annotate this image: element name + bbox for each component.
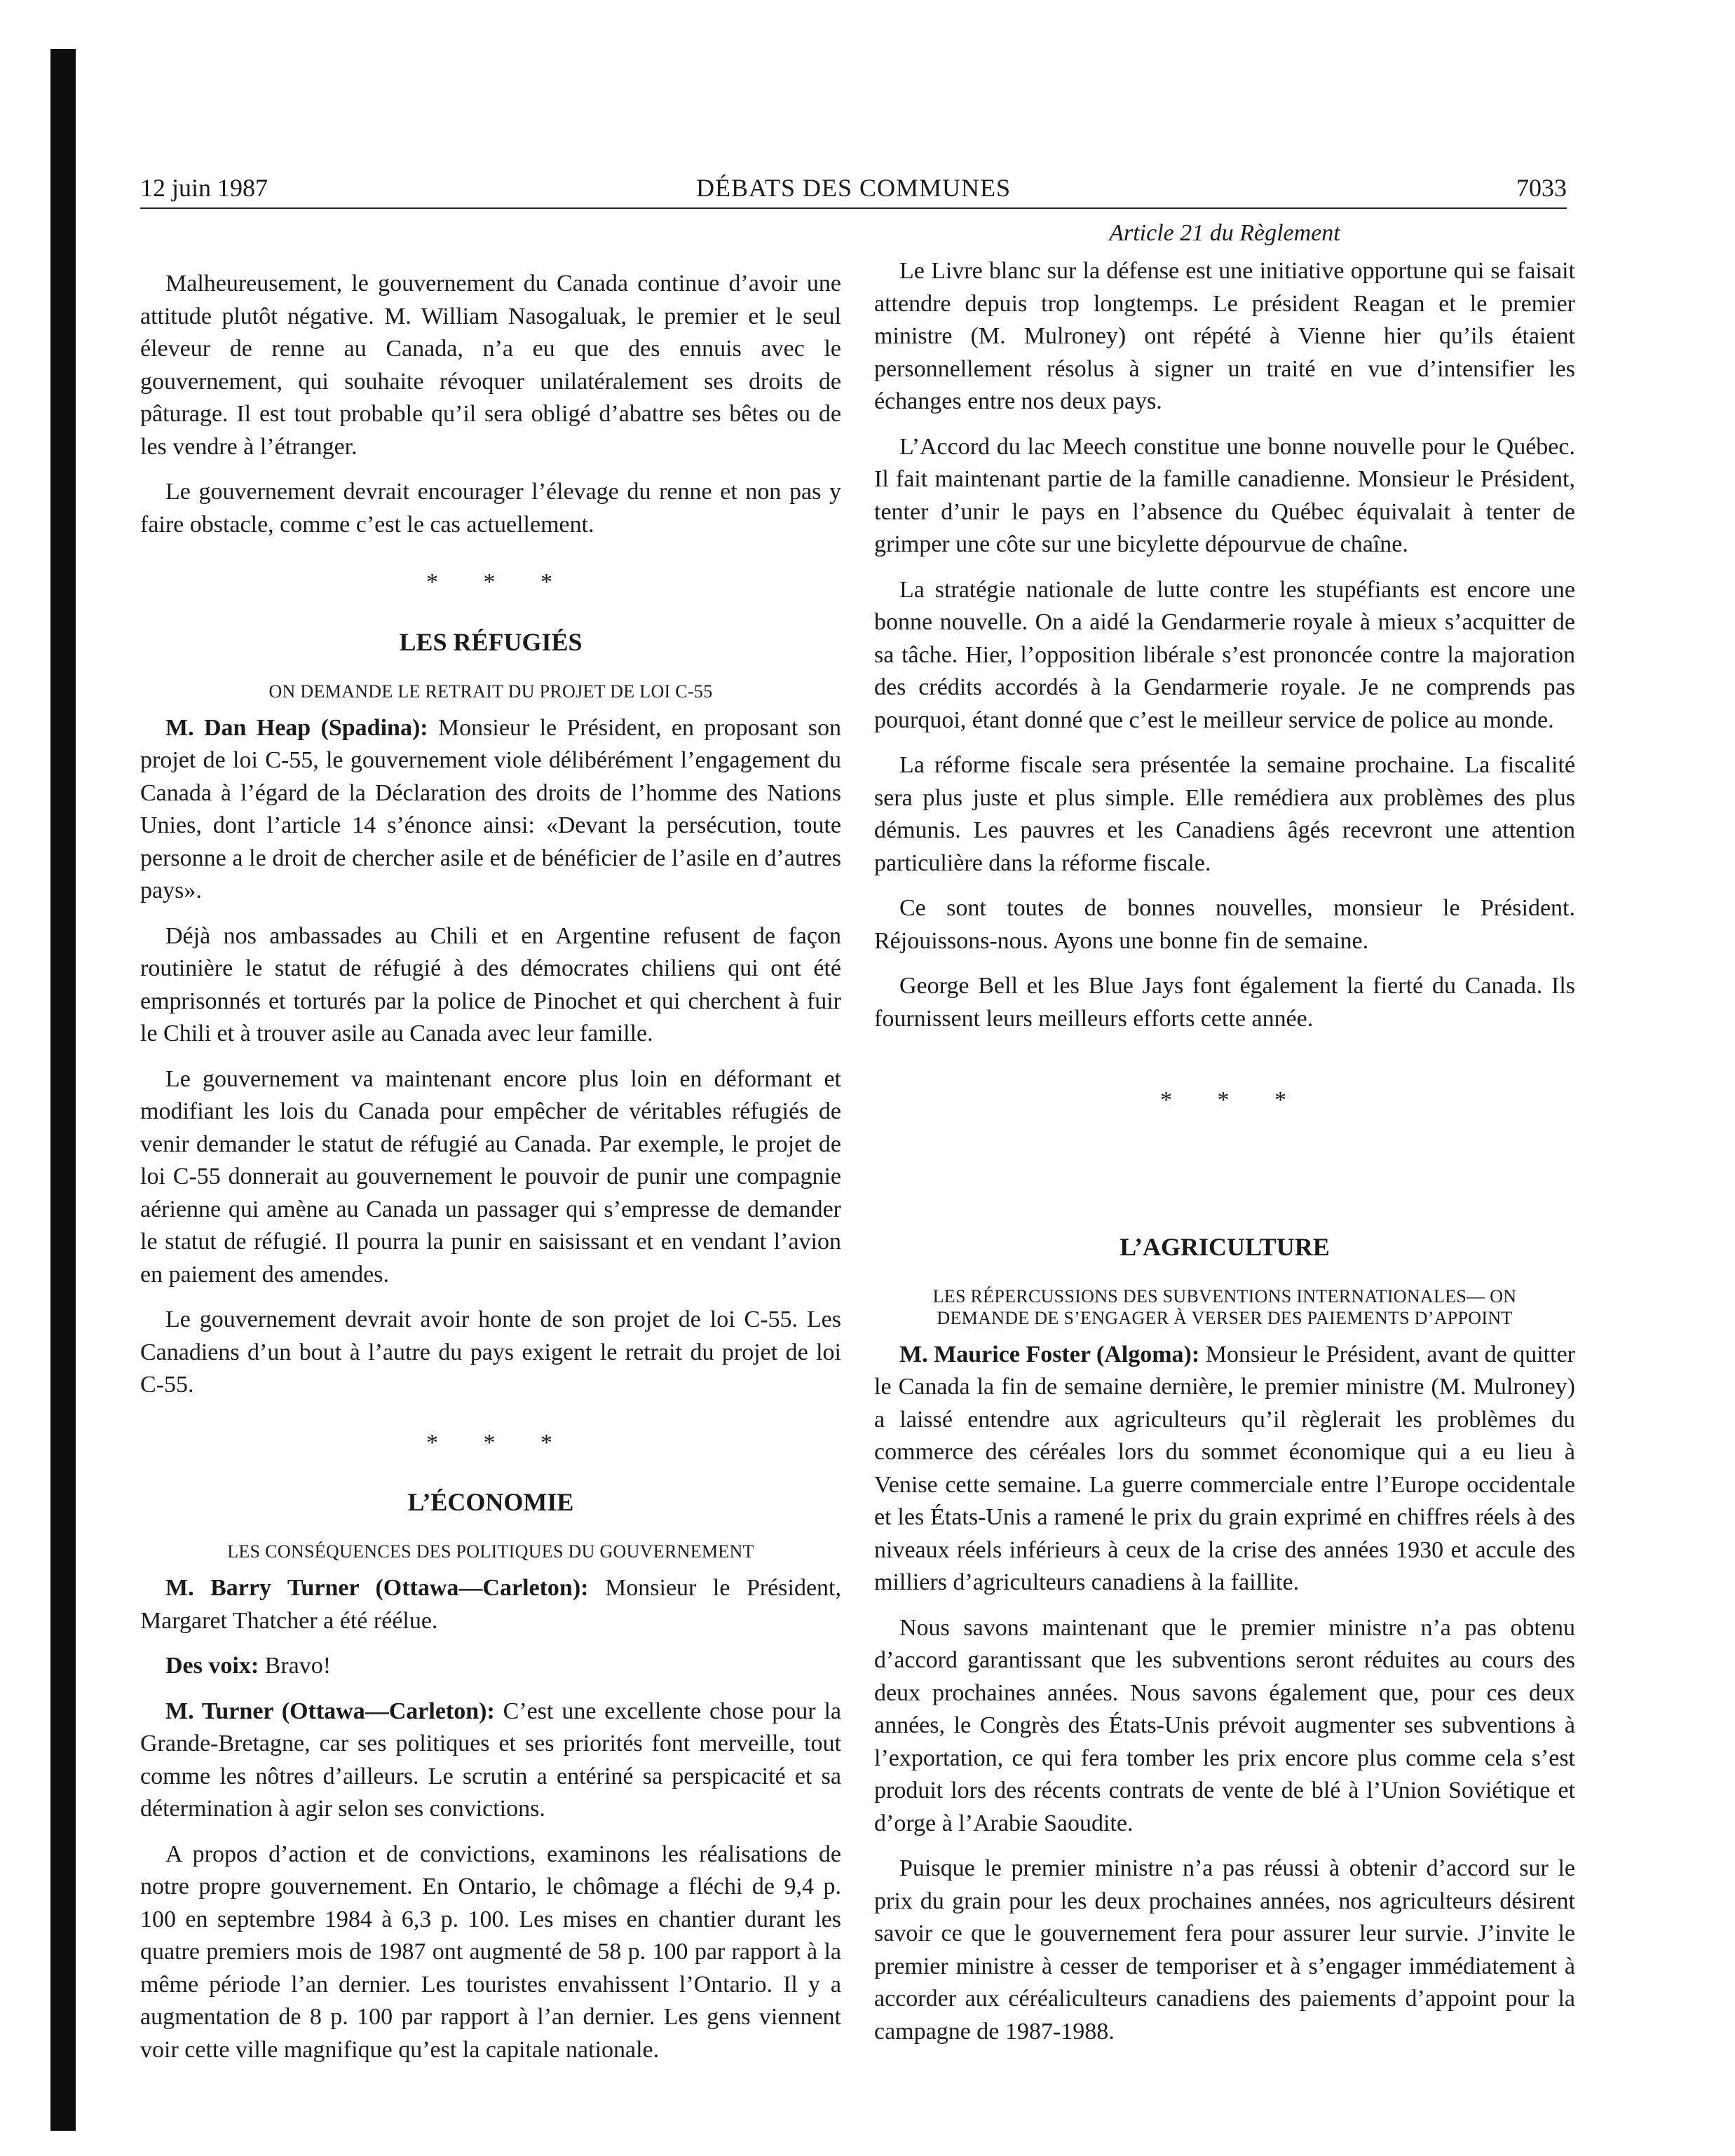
paragraph [140,1572,841,1637]
paragraph: Le Livre blanc sur la défense est une initiative opportune qui se faisait attendre depuis trop longtemps. Le président Reagan et le premier ministre (M. Mulroney) ont répété à Vienne hier qu’ils étaient personnellement résolus à signer un traité en vue d’intensifier les échanges entre nos deux pays. [874,258,1575,414]
paragraph [874,1339,1575,1599]
speech-text: C’est une excellente chose pour la Grande-Bretagne, car ses politiques et ses priorités font merveille, tout comme les nôtres d’ailleurs. Le scrutin a entériné sa perspicacité et sa détermination à agir selon ses convictions. [140,1698,841,1822]
paragraph: Le gouvernement devrait encourager l’élevage du renne et non pas y faire obstacle, comme c’est le cas actuellement. [140,479,841,538]
paragraph: La réforme fiscale sera présentée la semaine prochaine. La fiscalité sera plus juste et plus simple. Elle remédiera aux problèmes des plus démunis. Les pauvres et les Canadiens âgés recevront une attention particulière dans la réforme fiscale. [874,752,1575,876]
spacer [874,1173,1575,1215]
scan-edge [50,49,76,2131]
speaker-name: M. Maurice Foster (Algoma): [899,1341,1200,1367]
section-title-refugies: LES RÉFUGIÉS [399,627,583,656]
speech-text: Monsieur le Président, en proposant son projet de loi C-55, le gouvernement viole délibérément l’engagement du Canada à l’égard de la Déclaration des droits de l’homme des Nations Unies, dont l’article 14 s’énonce ainsi: «Devant la persécution, toute personne a le droit de chercher asile et de bénéficier de l’asile en d’autres pays». [140,714,841,903]
paragraph: George Bell et les Blue Jays font également la fierté du Canada. Ils fournissent leurs meilleurs efforts cette année. [874,973,1575,1032]
left-column [140,217,841,2082]
header-rule [140,207,1567,209]
paragraph [140,1696,841,1826]
speech-text: Bravo! [259,1653,332,1679]
speaker-name: M. Barry Turner (Ottawa—Carleton): [165,1575,589,1601]
page-header [140,168,1567,207]
paragraph: L’Accord du lac Meech constitue une bonne nouvelle pour le Québec. Il fait maintenant partie de la famille canadienne. Monsieur le Président, tenter d’unir le pays en l’absence du Québec équivalait à tenter de grimper une côte sur une bicylette dépourvue de chaîne. [874,433,1575,557]
paragraph: Le gouvernement va maintenant encore plus loin en déformant et modifiant les lois du Canada pour empêcher de véritables réfugiés de venir demander le statut de réfugié au Canada. Par exemple, le projet de loi C-55 donnerait au gouvernement le pouvoir de punir une compagnie aérienne qui amène au Canada un passager qui s’empresse de demander le statut de réfugié. Il pourra la punir en saisissant et en vendant l’avion en paiement des amendes. [140,1065,841,1288]
section-separator: * * * [426,1429,572,1456]
rubric: Article 21 du Règlement [1109,220,1340,246]
paragraph: Déjà nos ambassades au Chili et en Argentine refusent de façon routinière le statut de réfugié à des démocrates chiliens qui ont été emprisonnés et torturés par la police de Pinochet et qui cherchent à fuir le Chili et à trouver asile au Canada avec leur famille. [140,922,841,1046]
section-title-agriculture: L’AGRICULTURE [1120,1232,1330,1261]
page-number: 7033 [1516,174,1567,202]
header-date: 12 juin 1987 [140,174,268,202]
speaker-name: Des voix: [165,1653,259,1679]
speech-text: Monsieur le Président, Margaret Thatcher a été réélue. [140,1575,841,1634]
paragraph: La stratégie nationale de lutte contre les stupéfiants est encore une bonne nouvelle. On a aidé la Gendarmerie royale à mieux s’acquitter de sa tâche. Hier, l’opposition libérale s’est prononcée contre la majoration des crédits accordés à la Gendarmerie royale. Je ne comprends pas pourquoi, étant donné que c’est le meilleur service de police au monde. [874,576,1575,733]
speaker-name: M. Dan Heap (Spadina): [165,714,428,741]
section-separator: * * * [1160,1087,1306,1113]
paragraph: Malheureusement, le gouvernement du Canada continue d’avoir une attitude plutôt négative. M. William Nasogaluak, le premier et le seul éleveur de renne au Canada, n’a eu que des ennuis avec le gouvernement, qui souhaite révoquer unilatéralement ses droits de pâturage. Il est tout probable qu’il sera obligé d’abattre ses bêtes ou de les vendre à l’étranger. [140,271,841,460]
paragraph: Ce sont toutes de bonnes nouvelles, monsieur le Président. Réjouissons-nous. Ayons une bonne fin de semaine. [874,895,1575,954]
paragraph [140,712,841,908]
paragraph [140,1650,841,1683]
paragraph: A propos d’action et de convictions, examinons les réalisations de notre propre gouvernement. En Ontario, le chômage a fléchi de 9,4 p. 100 en septembre 1984 à 6,3 p. 100. Les mises en chantier durant les quatre premiers mois de 1987 ont augmenté de 58 p. 100 par rapport à la même période l’an dernier. Les touristes envahissent l’Ontario. Il y a augmentation de 8 p. 100 par rapport à l’an dernier. Les gens viennent voir cette ville magnifique qu’est la capitale nationale. [140,1841,841,2063]
speech-text: Monsieur le Président, avant de quitter le Canada la fin de semaine dernière, le premier ministre (M. Mulroney) a laissé entendre aux agriculteurs qu’il règlerait les problèmes du commerce des céréales lors du sommet économique qui a eu lieu à Venise cette semaine. La guerre commerciale entre l’Europe occidentale et les États-Unis a ramené le prix du grain exprimé en chiffres réels à des niveaux réels inférieurs à ceux de la crise des années 1930 et accule des milliers d’agriculteurs canadiens à la faillite. [874,1341,1575,1595]
subheading: LES RÉPERCUSSIONS DES SUBVENTIONS INTERNATIONALES— ON DEMANDE DE S’ENGAGER À VERSER DES PAIEMENTS D’APPOINT [932,1285,1517,1328]
right-column [874,217,1575,2082]
speaker-name: M. Turner (Ottawa—Carleton): [165,1698,495,1724]
subheading: LES CONSÉQUENCES DES POLITIQUES DU GOUVERNEMENT [227,1541,754,1562]
paragraph: Le gouvernement devrait avoir honte de son projet de loi C-55. Les Canadiens d’un bout à l’autre du pays exigent le retrait du projet de loi C-55. [140,1306,841,1398]
header-title: DÉBATS DES COMMUNES [695,174,1012,202]
section-title-economie: L’ÉCONOMIE [407,1488,574,1516]
paragraph: Nous savons maintenant que le premier ministre n’a pas obtenu d’accord garantissant que les subventions seront réduites au cours des deux prochaines années. Nous savons également que, pour ces deux années, le Congrès des États-Unis prévoit augmenter ses subventions à l’exportation, ce qui fera tomber les prix encore plus comme cela s’est produit lors des récents contrats de vente de blé à l’Union Soviétique et d’orge à l’Arabie Saoudite. [874,1614,1575,1836]
section-separator: * * * [426,569,572,595]
paragraph: Puisque le premier ministre n’a pas réussi à obtenir d’accord sur le prix du grain pour les deux prochaines années, nos agriculteurs désirent savoir ce que le gouvernement fera pour assurer leur survie. J’invite le premier ministre à cesser de temporiser et à s’engager immédiatement à accorder aux céréaliculteurs canadiens des paiements d’appoint pour la campagne de 1987-1988. [874,1855,1575,2045]
subheading: ON DEMANDE LE RETRAIT DU PROJET DE LOI C-55 [268,681,713,702]
